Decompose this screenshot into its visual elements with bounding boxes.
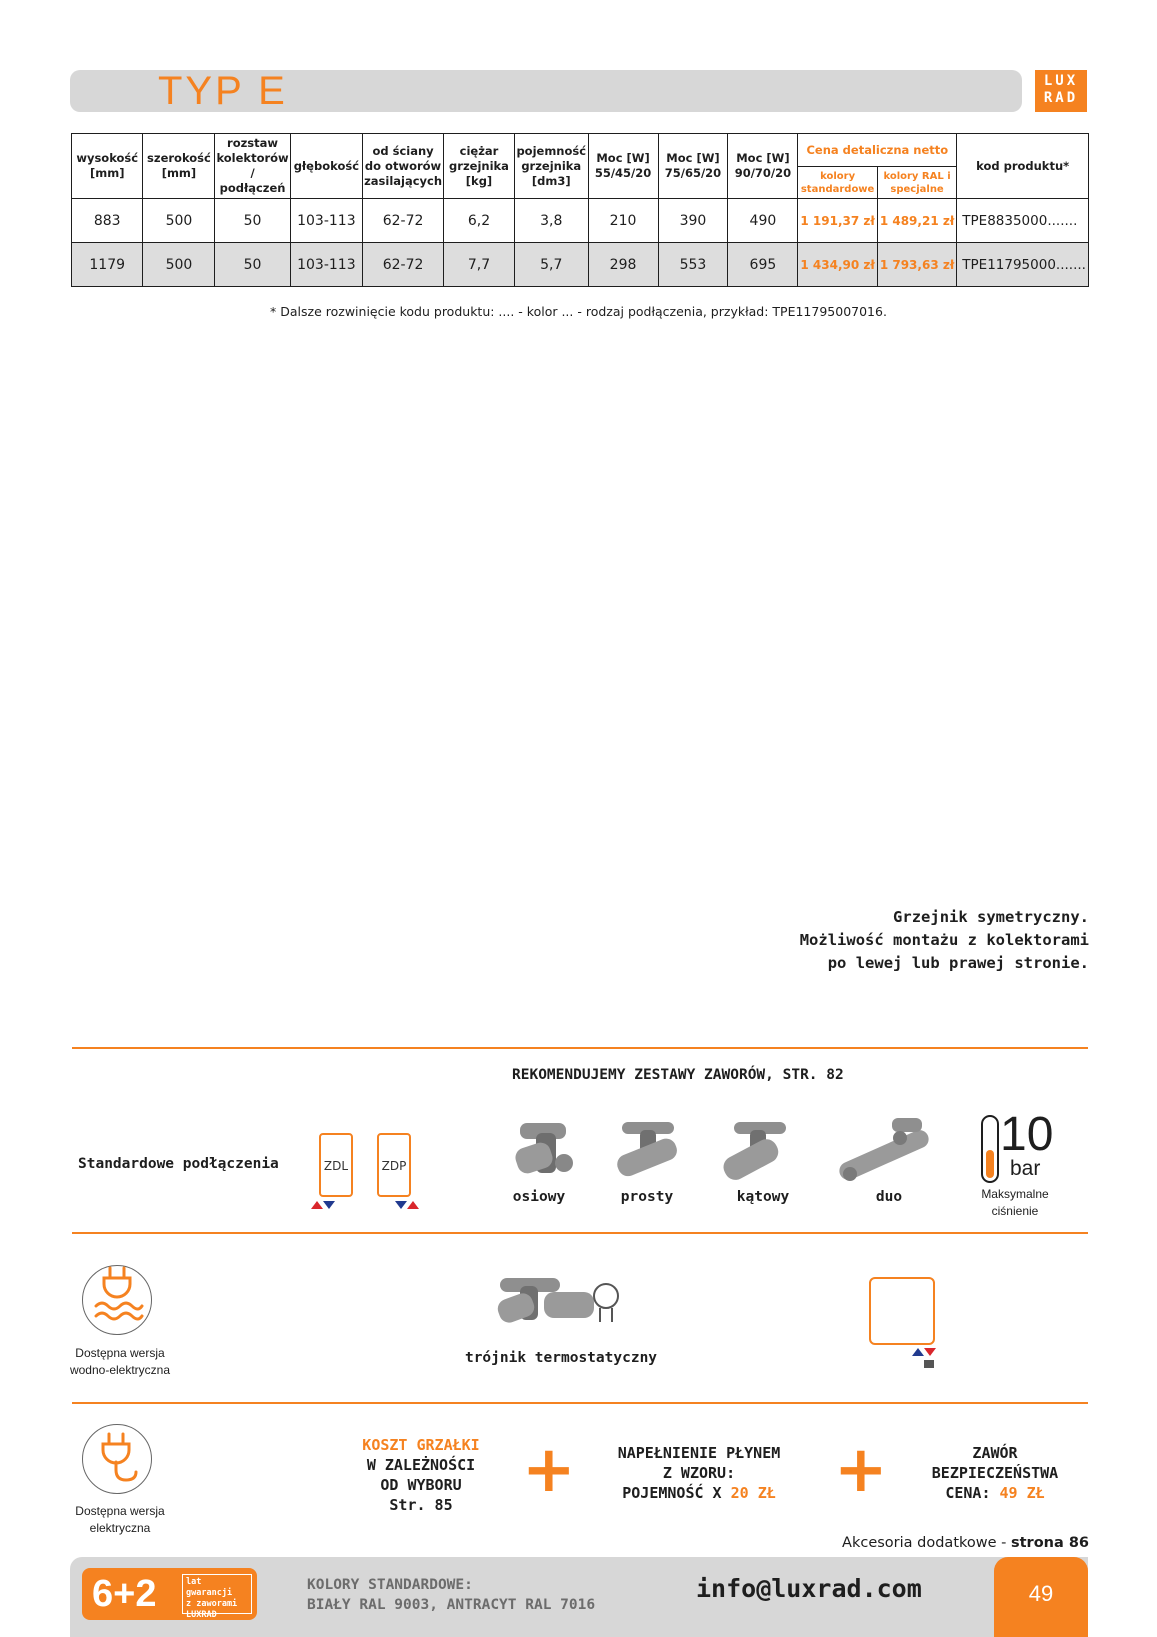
standard-colors-line1: KOLORY STANDARDOWE: <box>307 1577 473 1593</box>
safety-valve-line1: ZAWÓR <box>972 1444 1018 1462</box>
safety-valve-line3 <box>900 1483 1090 1503</box>
cell-spacing: 50 <box>215 199 290 243</box>
valve-duo-label: duo <box>875 1189 903 1205</box>
fill-cost-label: POJEMNOŚĆ X <box>622 1484 722 1502</box>
heater-cost-block <box>336 1435 506 1515</box>
contact-email[interactable]: info@luxrad.com <box>696 1574 922 1603</box>
thermostatic-tee-icon <box>494 1272 624 1336</box>
cell-capacity: 5,7 <box>514 243 588 287</box>
cell-capacity: 3,8 <box>514 199 588 243</box>
fill-cost-price: 20 ZŁ <box>730 1484 776 1502</box>
cell-code: TPE11795000....... <box>957 243 1089 287</box>
warranty-text <box>182 1574 252 1620</box>
warranty-number: 6+2 <box>92 1573 157 1615</box>
col-moc2: Moc [W] 75/65/20 <box>658 134 728 199</box>
cell-depth: 103-113 <box>290 243 362 287</box>
cell-price-std: 1 434,90 zł <box>798 243 877 287</box>
table-header-row <box>72 134 1089 167</box>
cell-width: 500 <box>143 243 215 287</box>
page-title: TYP E <box>158 69 288 113</box>
cell-moc2: 553 <box>658 243 728 287</box>
standard-colors-line2: BIAŁY RAL 9003, ANTRACYT RAL 7016 <box>307 1597 596 1613</box>
safety-valve-line2: BEZPIECZEŃSTWA <box>931 1464 1059 1482</box>
electric-caption-line2: elektryczna <box>89 1521 151 1535</box>
fill-cost-block <box>584 1443 814 1503</box>
col-height: wysokość [mm] <box>72 134 143 199</box>
col-price-ral: kolory RAL i specjalne <box>877 167 956 199</box>
cell-moc1: 210 <box>588 199 658 243</box>
accessories-text: Akcesoria dodatkowe - <box>842 1535 1007 1551</box>
warranty-text-line2: z zaworami <box>186 1599 238 1609</box>
logo-line2: RAD <box>1043 90 1079 106</box>
col-spacing: rozstaw kolektorów / podłączeń <box>215 134 290 199</box>
plus-icon: + <box>522 1433 576 1507</box>
water-electric-caption-line1: Dostępna wersja <box>75 1346 165 1360</box>
water-electric-icon <box>88 1262 148 1328</box>
fill-cost-line1: NAPEŁNIENIE PŁYNEM <box>617 1444 781 1462</box>
zdl-box <box>319 1133 353 1197</box>
cell-price-std: 1 191,37 zł <box>798 199 877 243</box>
col-code: kod produktu* <box>957 134 1089 199</box>
standard-connections-label: Standardowe podłączenia <box>78 1156 279 1172</box>
description-line1: Grzejnik symetryczny. <box>893 908 1089 926</box>
electric-plug-icon <box>95 1432 141 1488</box>
cell-spacing: 50 <box>215 243 290 287</box>
heater-cost-line4: Str. 85 <box>389 1496 453 1514</box>
standard-colors <box>307 1575 595 1615</box>
description <box>800 906 1089 975</box>
divider <box>72 1047 1088 1049</box>
col-wall: od ściany do otworów zasilających <box>363 134 444 199</box>
cell-moc1: 298 <box>588 243 658 287</box>
cell-code: TPE8835000....... <box>957 199 1089 243</box>
valve-katowy-label: kątowy <box>736 1189 790 1205</box>
divider <box>72 1232 1088 1234</box>
cell-wall: 62-72 <box>363 199 444 243</box>
zdl-label: ZDL <box>323 1159 349 1173</box>
valve-osiowy-icon <box>512 1117 582 1185</box>
water-electric-caption-line2: wodno-elektryczna <box>69 1363 171 1377</box>
pressure-caption-line1: Maksymalne <box>981 1187 1049 1201</box>
heater-cost-line1: KOSZT GRZAŁKI <box>362 1436 480 1454</box>
warranty-text-line1: lat gwarancji <box>186 1577 233 1598</box>
description-line3: po lewej lub prawej stronie. <box>827 954 1089 972</box>
fill-cost-line2: Z WZORU: <box>662 1464 736 1482</box>
cell-price-ral: 1 793,63 zł <box>877 243 956 287</box>
cell-price-ral: 1 489,21 zł <box>877 199 956 243</box>
table-row <box>72 243 1089 287</box>
safety-valve-block <box>900 1443 1090 1503</box>
safety-valve-label: CENA: <box>945 1484 991 1502</box>
cell-width: 500 <box>143 199 215 243</box>
valve-duo-icon <box>834 1116 934 1190</box>
recommend-title: REKOMENDUJEMY ZESTAWY ZAWORÓW, STR. 82 <box>512 1067 844 1083</box>
heater-cost-line2: W ZALEŻNOŚCI <box>366 1456 476 1474</box>
col-moc3: Moc [W] 90/70/20 <box>728 134 798 199</box>
divider <box>72 1402 1088 1404</box>
cell-wall: 62-72 <box>363 243 444 287</box>
warranty-text-line3: LUXRAD <box>186 1610 217 1620</box>
connection-arrows-icon <box>311 1200 441 1210</box>
spec-table <box>71 133 1089 287</box>
valve-katowy-icon <box>720 1120 792 1186</box>
heater-cost-line3: OD WYBORU <box>380 1476 462 1494</box>
safety-valve-price: 49 ZŁ <box>999 1484 1045 1502</box>
pressure-gauge-icon <box>980 1114 1000 1184</box>
plus-icon: + <box>834 1433 888 1507</box>
col-weight: ciężar grzejnika [kg] <box>444 134 515 199</box>
col-width: szerokość [mm] <box>143 134 215 199</box>
fill-cost-line3 <box>584 1483 814 1503</box>
valve-osiowy-label: osiowy <box>512 1189 566 1205</box>
pressure-caption <box>970 1186 1060 1220</box>
cell-moc3: 490 <box>728 199 798 243</box>
cell-weight: 6,2 <box>444 199 515 243</box>
footnote: * Dalsze rozwinięcie kodu produktu: .... - kolor ... - rodzaj podłączenia, przykład: TPE11795007016. <box>270 304 887 319</box>
accessories-note <box>842 1535 1089 1551</box>
radiator-icon <box>868 1276 938 1376</box>
description-line2: Możliwość montażu z kolektorami <box>799 931 1089 949</box>
electric-caption-line1: Dostępna wersja <box>75 1504 165 1518</box>
col-capacity: pojemność grzejnika [dm3] <box>514 134 588 199</box>
valve-prosty-icon <box>614 1120 686 1184</box>
col-price: Cena detaliczna netto <box>798 134 957 167</box>
cell-moc3: 695 <box>728 243 798 287</box>
zdp-box <box>377 1133 411 1197</box>
valve-prosty-label: prosty <box>620 1189 674 1205</box>
pressure-caption-line2: ciśnienie <box>991 1204 1039 1218</box>
electric-caption <box>50 1503 190 1537</box>
cell-moc2: 390 <box>658 199 728 243</box>
col-price-std: kolory standardowe <box>798 167 877 199</box>
pressure-value: 10 <box>1000 1108 1054 1161</box>
zdp-label: ZDP <box>381 1159 407 1173</box>
table-row <box>72 199 1089 243</box>
water-electric-caption <box>50 1345 190 1379</box>
cell-weight: 7,7 <box>444 243 515 287</box>
luxrad-logo <box>1035 70 1087 112</box>
cell-height: 1179 <box>72 243 143 287</box>
thermostatic-tee-label: trójnik termostatyczny <box>464 1350 658 1366</box>
page-number: 49 <box>994 1557 1088 1637</box>
col-depth: głębokość <box>290 134 362 199</box>
accessories-page: strona 86 <box>1010 1535 1089 1551</box>
col-moc1: Moc [W] 55/45/20 <box>588 134 658 199</box>
cell-depth: 103-113 <box>290 199 362 243</box>
cell-height: 883 <box>72 199 143 243</box>
logo-line1: LUX <box>1043 73 1079 89</box>
pressure-unit: bar <box>1010 1157 1041 1180</box>
